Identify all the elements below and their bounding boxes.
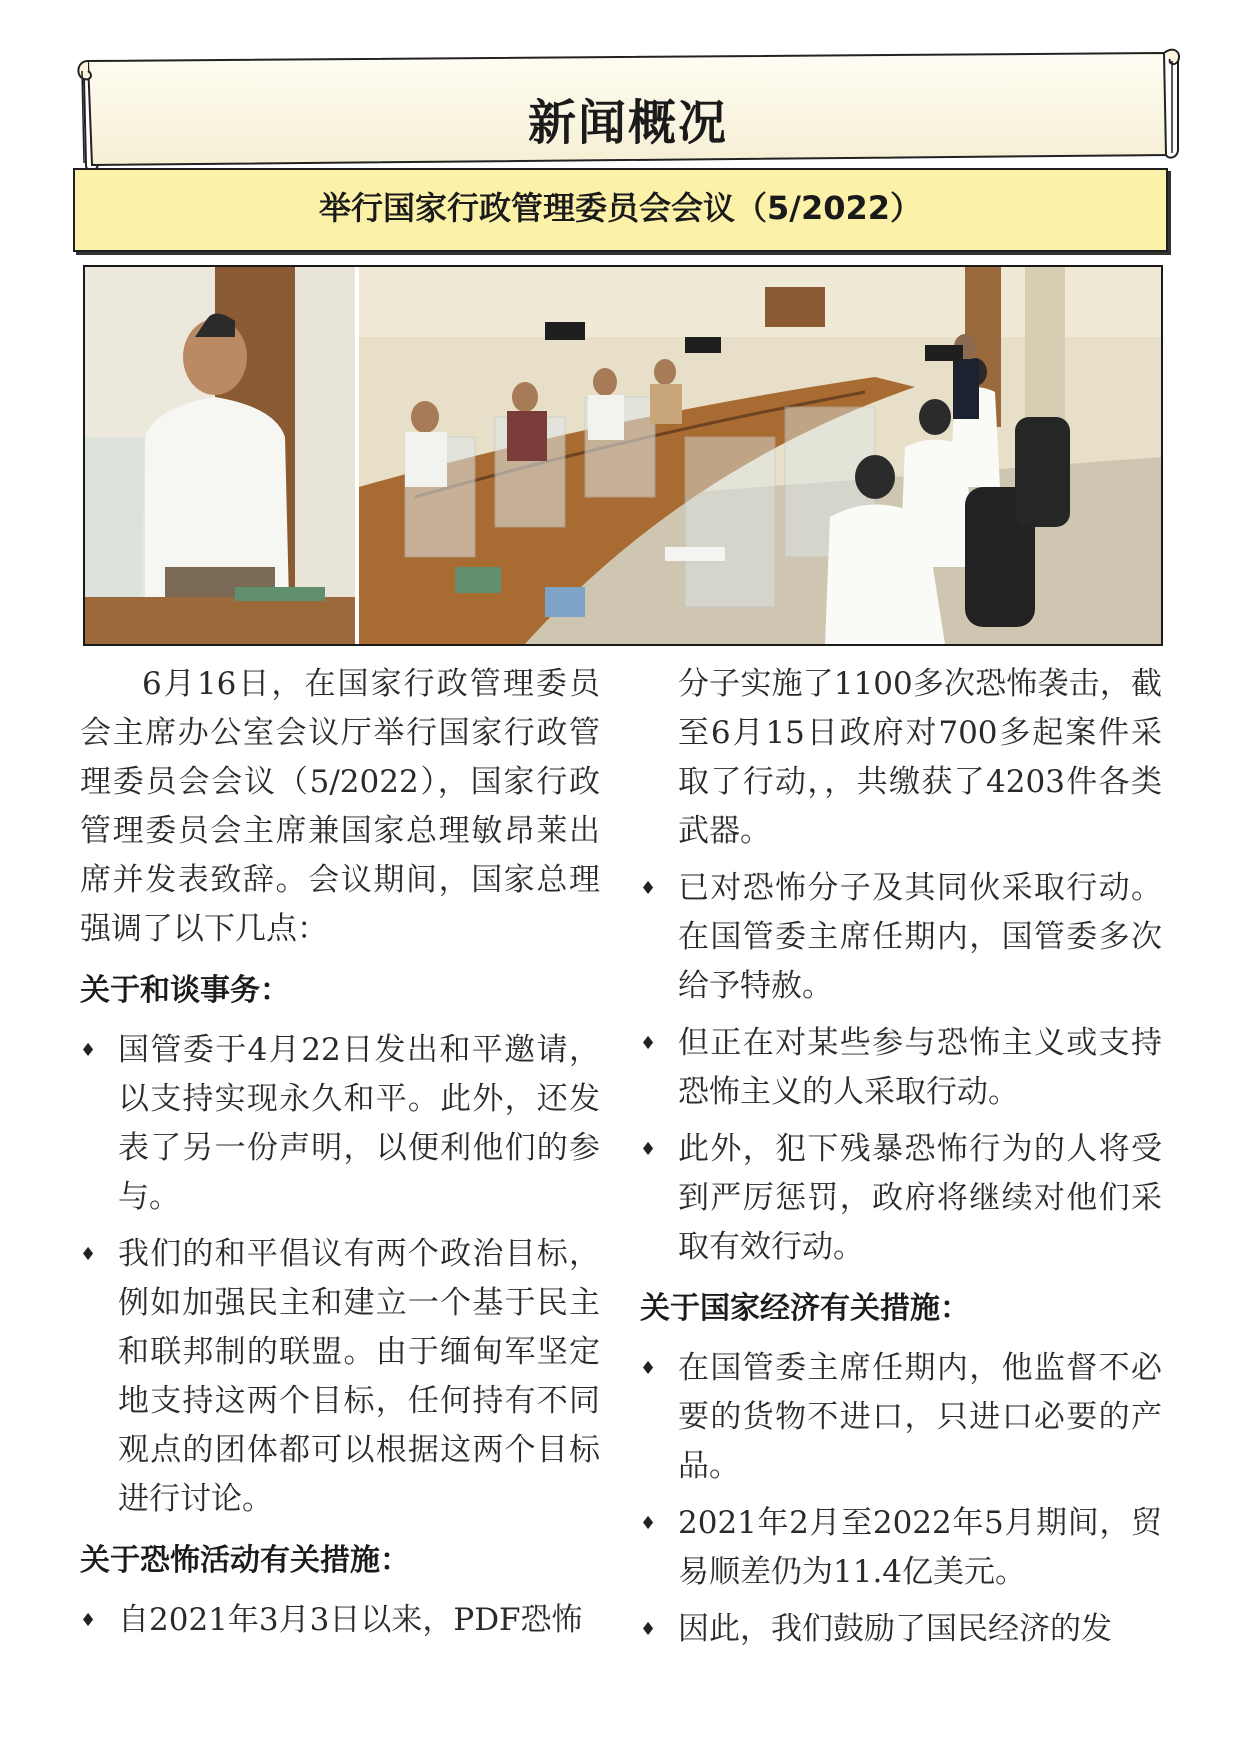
list-item-text: 在国管委主席任期内，他监督不必要的货物不进口，只进口必要的产品。 xyxy=(678,1350,1162,1484)
title-banner xyxy=(74,47,1182,173)
section-heading-peace-talks: 关于和谈事务： xyxy=(80,973,290,1008)
list-item-text: 我们的和平倡议有两个政治目标，例如加强民主和建立一个基于民主和联邦制的联盟。由于缅甸军坚定地支持这两个目标，任何持有不同观点的团体都可以根据这两个目标进行讨论。 xyxy=(118,1236,600,1517)
list-item xyxy=(80,1230,600,1524)
list-item-text: 自2021年3月3日以来，PDF恐怖 xyxy=(118,1602,583,1638)
terrorism-list xyxy=(80,1596,600,1645)
list-item xyxy=(640,1125,1162,1272)
list-item xyxy=(640,1605,1162,1654)
diamond-bullet-icon: ♦ xyxy=(640,1619,657,1640)
right-column xyxy=(640,660,1162,1662)
banner-title: 新闻概况 xyxy=(527,95,728,151)
diamond-bullet-icon: ♦ xyxy=(640,878,657,899)
economy-list xyxy=(640,1344,1162,1654)
headline-box xyxy=(73,168,1168,252)
list-item xyxy=(640,1499,1162,1597)
diamond-bullet-icon: ♦ xyxy=(640,1139,657,1160)
list-item xyxy=(640,1344,1162,1491)
diamond-bullet-icon: ♦ xyxy=(80,1610,97,1631)
diamond-bullet-icon: ♦ xyxy=(640,1358,657,1379)
headline-text: 举行国家行政管理委员会会议（5/2022） xyxy=(318,189,923,227)
diamond-bullet-icon: ♦ xyxy=(640,1033,657,1054)
diamond-bullet-icon: ♦ xyxy=(80,1040,97,1061)
list-item-text: 已对恐怖分子及其同伙采取行动。在国管委主席任期内，国管委多次给予特赦。 xyxy=(678,870,1162,1004)
diamond-bullet-icon: ♦ xyxy=(640,1513,657,1534)
list-item xyxy=(80,1596,600,1645)
peace-talks-list xyxy=(80,1026,600,1524)
list-item-text: 此外，犯下残暴恐怖行为的人将受到严厉惩罚，政府将继续对他们采取有效行动。 xyxy=(678,1131,1162,1265)
diamond-bullet-icon: ♦ xyxy=(80,1244,97,1265)
list-item-text: 因此，我们鼓励了国民经济的发 xyxy=(678,1611,1112,1647)
list-item-text: 但正在对某些参与恐怖主义或支持恐怖主义的人采取行动。 xyxy=(678,1025,1162,1110)
section-heading-economy: 关于国家经济有关措施： xyxy=(640,1291,970,1326)
intro-paragraph: 6月16日，在国家行政管理委员会主席办公室会议厅举行国家行政管理委员会会议（5/2022），国家行政管理委员会主席兼国家总理敏昂莱出席并发表致辞。会议期间，国家总理强调了以下几点： xyxy=(80,666,600,947)
section-heading-terrorism: 关于恐怖活动有关措施： xyxy=(80,1543,410,1578)
left-column xyxy=(80,660,600,1653)
continued-text: 分子实施了1100多次恐怖袭击，截至6月15日政府对700多起案件采取了行动，，共缴获了4203件各类武器。 xyxy=(678,666,1162,849)
list-item-text: 国管委于4月22日发出和平邀请，以支持实现永久和平。此外，还发表了另一份声明，以便利他们的参与。 xyxy=(118,1032,600,1215)
list-item xyxy=(640,864,1162,1011)
list-item xyxy=(80,1026,600,1222)
terrorism-list-continued xyxy=(640,864,1162,1272)
list-item-text: 2021年2月至2022年5月期间，贸易顺差仍为11.4亿美元。 xyxy=(678,1505,1162,1590)
list-item xyxy=(640,1019,1162,1117)
meeting-photo xyxy=(83,265,1163,646)
